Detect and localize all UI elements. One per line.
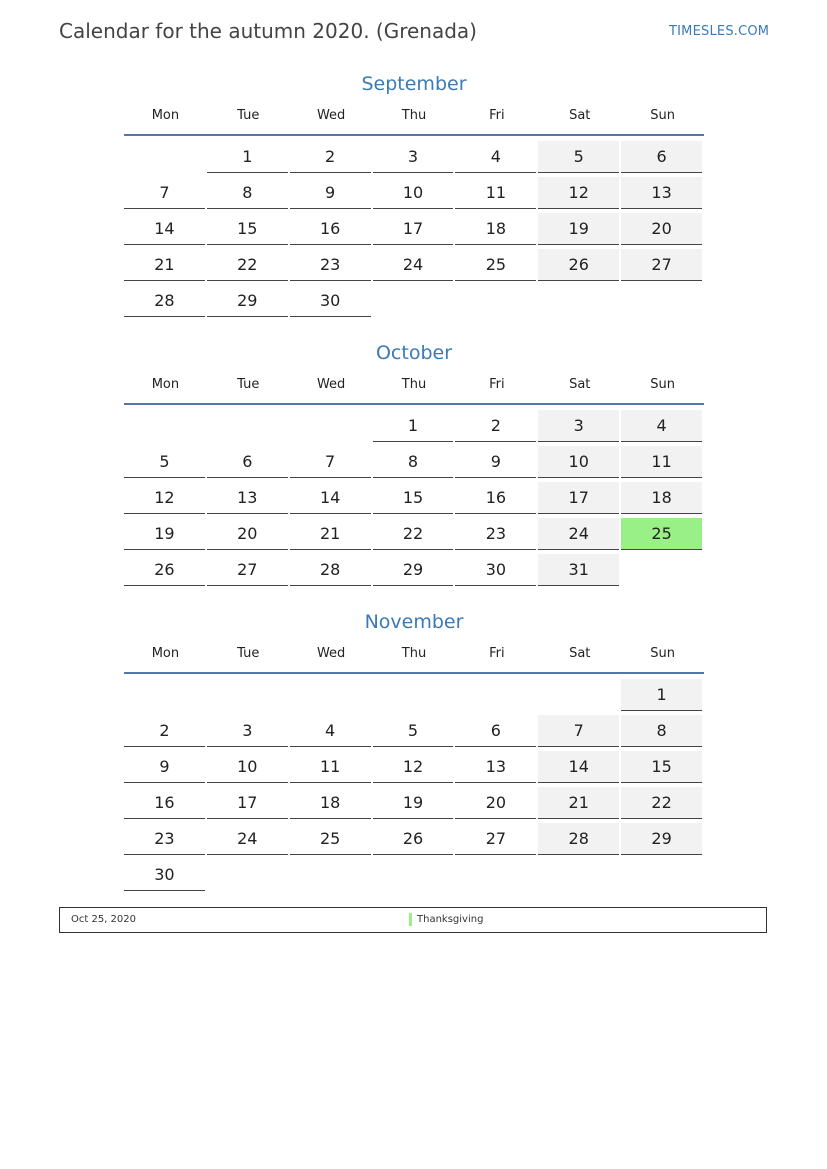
day-number: 21 [124, 249, 205, 281]
day-number: 4 [621, 410, 702, 442]
day-number: 1 [621, 679, 702, 711]
week-row [124, 482, 704, 518]
day-cell [124, 715, 207, 751]
day-number: 30 [124, 859, 205, 891]
day-number: 26 [373, 823, 454, 855]
day-cell [290, 177, 373, 213]
day-cell [455, 715, 538, 751]
day-number: 22 [621, 787, 702, 819]
day-cell [207, 554, 290, 590]
day-cell [290, 482, 373, 518]
day-cell [124, 859, 207, 895]
week-row [124, 751, 704, 787]
weekday-label: Fri [489, 646, 505, 661]
day-number: 8 [621, 715, 702, 747]
day-cell [207, 177, 290, 213]
day-cell [455, 518, 538, 554]
day-cell [621, 823, 704, 859]
day-cell [124, 787, 207, 823]
day-number: 13 [621, 177, 702, 209]
week-row [124, 715, 704, 751]
weekday-header [124, 376, 704, 405]
day-number: 30 [290, 285, 371, 317]
day-cell [290, 859, 373, 895]
day-number: 11 [621, 446, 702, 478]
day-cell [538, 554, 621, 590]
day-number: 25 [455, 249, 536, 281]
day-cell [538, 715, 621, 751]
day-cell [290, 823, 373, 859]
weekday-label: Mon [151, 108, 180, 123]
day-number: 11 [290, 751, 371, 783]
day-cell [455, 482, 538, 518]
day-cell [373, 285, 456, 321]
legend-date: Oct 25, 2020 [71, 914, 136, 925]
weekday-label: Sat [569, 646, 591, 661]
week-row [124, 446, 704, 482]
weekday-header [124, 645, 704, 674]
day-number: 5 [124, 446, 205, 478]
day-cell [207, 787, 290, 823]
day-number: 20 [455, 787, 536, 819]
week-row [124, 679, 704, 715]
weekday-label: Mon [151, 646, 180, 661]
holiday-color-marker [409, 913, 412, 926]
day-number: 4 [290, 715, 371, 747]
day-cell [621, 141, 704, 177]
day-number: 1 [207, 141, 288, 173]
day-number: 12 [538, 177, 619, 209]
day-number: 23 [290, 249, 371, 281]
week-row [124, 141, 704, 177]
day-cell [290, 787, 373, 823]
day-cell [373, 213, 456, 249]
day-cell [207, 285, 290, 321]
day-number: 29 [621, 823, 702, 855]
weekday-label: Sun [650, 646, 675, 661]
month-name: September [361, 73, 467, 95]
week-row [124, 410, 704, 446]
day-cell [538, 787, 621, 823]
day-cell [124, 410, 207, 446]
month-name: November [364, 611, 464, 633]
day-number: 19 [538, 213, 619, 245]
day-cell [373, 859, 456, 895]
weekday-label: Tue [237, 108, 260, 123]
day-cell [621, 859, 704, 895]
day-cell [373, 751, 456, 787]
weekday-label: Thu [401, 377, 427, 392]
day-number: 3 [538, 410, 619, 442]
day-cell [538, 410, 621, 446]
day-cell [455, 554, 538, 590]
day-cell [455, 410, 538, 446]
month-september [124, 70, 704, 321]
day-cell [455, 859, 538, 895]
day-number: 29 [207, 285, 288, 317]
day-cell [538, 446, 621, 482]
day-cell [373, 679, 456, 715]
day-cell [290, 446, 373, 482]
day-number: 12 [124, 482, 205, 514]
day-cell [621, 177, 704, 213]
week-row [124, 787, 704, 823]
day-cell [207, 482, 290, 518]
day-cell [290, 751, 373, 787]
day-cell [538, 213, 621, 249]
weekday-label: Tue [237, 646, 260, 661]
day-number: 9 [455, 446, 536, 478]
day-cell [290, 554, 373, 590]
day-number: 26 [124, 554, 205, 586]
day-number: 21 [538, 787, 619, 819]
day-cell [538, 285, 621, 321]
month-name: October [375, 342, 453, 364]
day-cell [621, 715, 704, 751]
day-number: 2 [124, 715, 205, 747]
day-number: 18 [621, 482, 702, 514]
day-cell [373, 554, 456, 590]
day-cell [373, 410, 456, 446]
weekday-label: Sun [650, 377, 675, 392]
day-cell [207, 823, 290, 859]
weekday-label: Fri [489, 377, 505, 392]
day-cell [621, 554, 704, 590]
day-number: 14 [538, 751, 619, 783]
day-number: 15 [621, 751, 702, 783]
day-cell [207, 249, 290, 285]
weekday-label: Mon [151, 377, 180, 392]
weeks-grid [124, 405, 704, 590]
day-cell [124, 249, 207, 285]
day-number: 13 [455, 751, 536, 783]
day-cell [373, 787, 456, 823]
month-november [124, 608, 704, 895]
day-number: 25 [290, 823, 371, 855]
day-cell [290, 679, 373, 715]
day-cell [207, 446, 290, 482]
day-cell [124, 213, 207, 249]
day-cell [538, 177, 621, 213]
day-number: 21 [290, 518, 371, 550]
day-number: 15 [207, 213, 288, 245]
day-number: 8 [207, 177, 288, 209]
page-title: Calendar for the autumn 2020. (Grenada) [59, 19, 477, 43]
day-number: 27 [621, 249, 702, 281]
day-cell [538, 679, 621, 715]
day-cell [373, 715, 456, 751]
day-number: 12 [373, 751, 454, 783]
day-cell [290, 715, 373, 751]
day-cell [290, 518, 373, 554]
day-cell [538, 823, 621, 859]
day-number: 8 [373, 446, 454, 478]
week-row [124, 823, 704, 859]
day-cell [290, 285, 373, 321]
weeks-grid [124, 136, 704, 321]
day-cell [373, 446, 456, 482]
day-cell [290, 249, 373, 285]
week-row [124, 554, 704, 590]
weekday-label: Sat [569, 108, 591, 123]
day-number: 15 [373, 482, 454, 514]
day-number: 31 [538, 554, 619, 586]
day-cell [124, 482, 207, 518]
day-cell [290, 410, 373, 446]
day-cell [538, 751, 621, 787]
day-cell [621, 679, 704, 715]
day-number: 22 [373, 518, 454, 550]
day-number: 28 [538, 823, 619, 855]
day-cell [455, 249, 538, 285]
legend-holiday-name: Thanksgiving [417, 914, 484, 925]
day-number: 6 [207, 446, 288, 478]
day-cell [373, 177, 456, 213]
day-number: 9 [290, 177, 371, 209]
day-cell [538, 518, 621, 554]
day-cell [455, 177, 538, 213]
day-cell [538, 249, 621, 285]
day-number: 30 [455, 554, 536, 586]
day-cell [621, 285, 704, 321]
week-row [124, 213, 704, 249]
day-number: 22 [207, 249, 288, 281]
day-cell [621, 249, 704, 285]
day-cell [207, 679, 290, 715]
day-number: 19 [373, 787, 454, 819]
holiday-legend [59, 907, 767, 933]
day-number: 23 [124, 823, 205, 855]
day-number: 3 [373, 141, 454, 173]
month-october [124, 339, 704, 590]
holiday-day: 25 [621, 518, 702, 550]
day-number: 26 [538, 249, 619, 281]
day-cell [621, 787, 704, 823]
day-number: 9 [124, 751, 205, 783]
day-cell [124, 518, 207, 554]
day-cell [538, 859, 621, 895]
day-cell [455, 823, 538, 859]
weekday-label: Sat [569, 377, 591, 392]
day-number: 24 [538, 518, 619, 550]
day-number: 17 [373, 213, 454, 245]
site-link[interactable]: TIMESLES.COM [669, 24, 770, 39]
day-cell [621, 446, 704, 482]
day-cell [124, 141, 207, 177]
day-cell [124, 554, 207, 590]
day-number: 2 [290, 141, 371, 173]
day-cell [455, 213, 538, 249]
day-number: 10 [373, 177, 454, 209]
day-number: 27 [455, 823, 536, 855]
day-cell [124, 446, 207, 482]
day-number: 14 [290, 482, 371, 514]
week-row [124, 518, 704, 554]
day-number: 5 [538, 141, 619, 173]
day-cell [621, 213, 704, 249]
day-number: 2 [455, 410, 536, 442]
day-cell [207, 715, 290, 751]
day-cell [538, 482, 621, 518]
day-cell [455, 285, 538, 321]
day-number: 18 [455, 213, 536, 245]
day-cell [124, 177, 207, 213]
day-number: 29 [373, 554, 454, 586]
day-number: 23 [455, 518, 536, 550]
day-number: 24 [207, 823, 288, 855]
day-cell [207, 410, 290, 446]
day-number: 28 [124, 285, 205, 317]
day-cell [124, 285, 207, 321]
week-row [124, 177, 704, 213]
day-cell [373, 518, 456, 554]
day-cell [290, 213, 373, 249]
day-cell [373, 823, 456, 859]
day-number: 16 [290, 213, 371, 245]
day-number: 13 [207, 482, 288, 514]
day-number: 1 [373, 410, 454, 442]
day-cell [124, 823, 207, 859]
day-number: 10 [538, 446, 619, 478]
weekday-label: Sun [650, 108, 675, 123]
day-number: 10 [207, 751, 288, 783]
week-row [124, 249, 704, 285]
weekday-label: Fri [489, 108, 505, 123]
day-number: 17 [207, 787, 288, 819]
day-cell [207, 751, 290, 787]
day-number: 20 [207, 518, 288, 550]
day-number: 6 [621, 141, 702, 173]
day-number: 18 [290, 787, 371, 819]
day-number: 20 [621, 213, 702, 245]
weekday-header [124, 107, 704, 136]
weekday-label: Thu [401, 108, 427, 123]
day-cell [124, 751, 207, 787]
day-number: 7 [290, 446, 371, 478]
weekday-label: Tue [237, 377, 260, 392]
day-cell [207, 141, 290, 177]
day-cell [455, 787, 538, 823]
week-row [124, 859, 704, 895]
day-cell [538, 141, 621, 177]
day-cell [455, 446, 538, 482]
day-cell [207, 518, 290, 554]
day-number: 24 [373, 249, 454, 281]
day-number: 16 [124, 787, 205, 819]
day-cell [207, 859, 290, 895]
day-cell [373, 482, 456, 518]
weeks-grid [124, 674, 704, 895]
day-cell [621, 410, 704, 446]
day-cell [455, 141, 538, 177]
day-cell [621, 482, 704, 518]
day-cell [373, 249, 456, 285]
day-cell [621, 518, 704, 554]
day-number: 5 [373, 715, 454, 747]
day-cell [207, 213, 290, 249]
day-cell [290, 141, 373, 177]
day-number: 11 [455, 177, 536, 209]
day-number: 3 [207, 715, 288, 747]
day-number: 28 [290, 554, 371, 586]
day-number: 17 [538, 482, 619, 514]
day-cell [124, 679, 207, 715]
day-number: 4 [455, 141, 536, 173]
day-cell [455, 751, 538, 787]
day-number: 27 [207, 554, 288, 586]
day-number: 14 [124, 213, 205, 245]
day-cell [373, 141, 456, 177]
day-cell [455, 679, 538, 715]
day-number: 7 [124, 177, 205, 209]
weekday-label: Wed [316, 377, 346, 392]
weekday-label: Wed [316, 646, 346, 661]
week-row [124, 285, 704, 321]
weekday-label: Wed [316, 108, 346, 123]
day-number: 6 [455, 715, 536, 747]
weekday-label: Thu [401, 646, 427, 661]
day-cell [621, 751, 704, 787]
day-number: 19 [124, 518, 205, 550]
day-number: 7 [538, 715, 619, 747]
day-number: 16 [455, 482, 536, 514]
